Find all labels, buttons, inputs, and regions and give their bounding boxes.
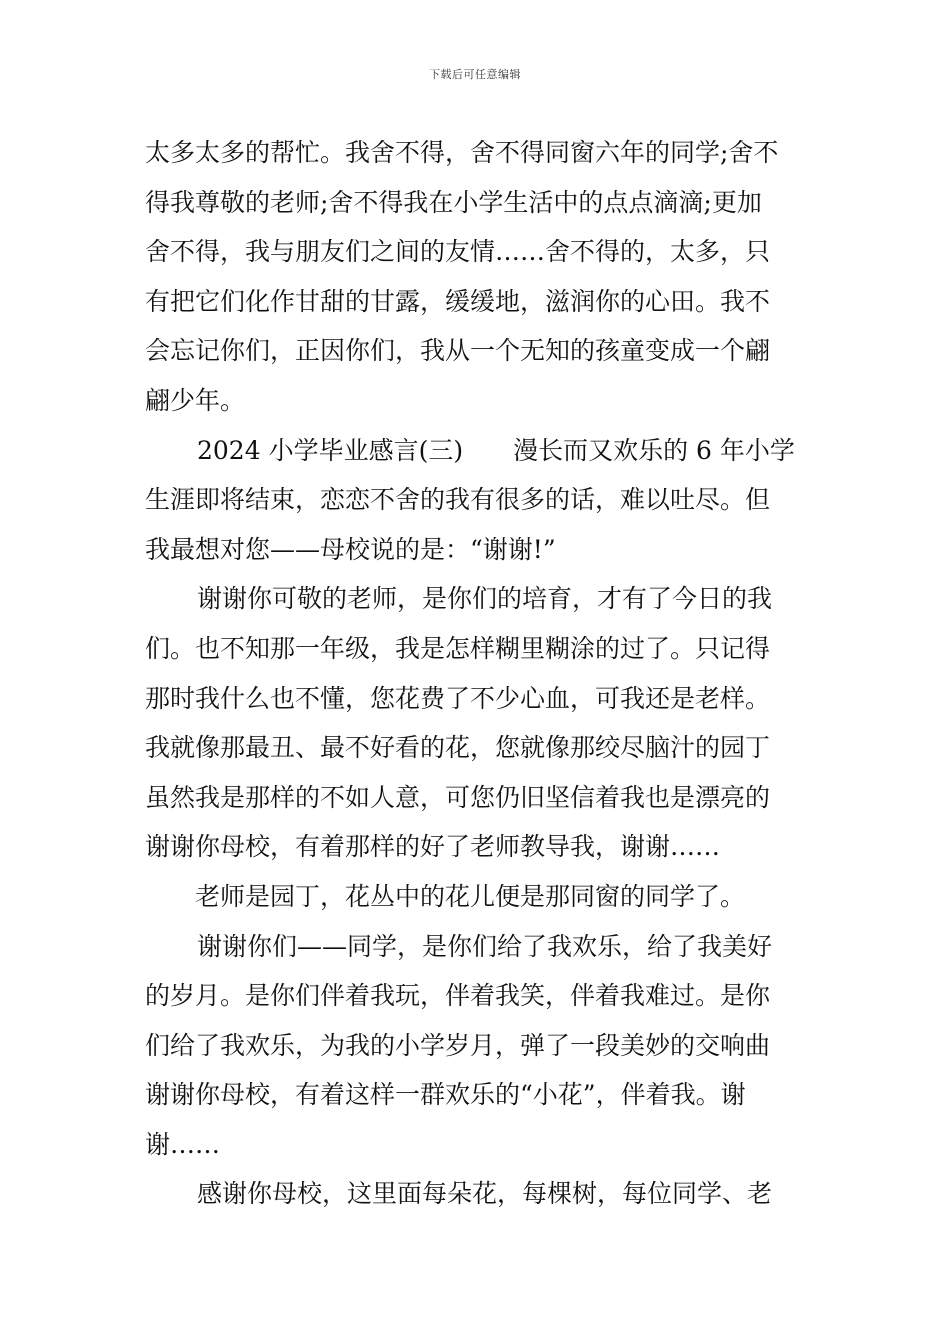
text-line: 翩少年。 <box>145 385 246 415</box>
body-text <box>145 128 807 1219</box>
text-line: 们给了我欢乐，为我的小学岁月，弹了一段美妙的交响曲 <box>145 1030 771 1060</box>
text-line: 虽然我是那样的不如人意，可您仍旧坚信着我也是漂亮的 <box>145 782 771 812</box>
text-line: 太多太多的帮忙。我舍不得，舍不得同窗六年的同学;舍不 <box>145 138 779 167</box>
text-line: 谢谢你母校，有着这样一群欢乐的“小花”，伴着我。谢 <box>145 1080 746 1110</box>
header-note: 下载后可任意编辑 <box>429 68 521 81</box>
paragraph-start-line: 谢谢你们——同学，是你们给了我欢乐，给了我美好 <box>197 931 773 961</box>
text-line: 谢…… <box>145 1129 221 1159</box>
paragraph-start-line: 老师是园丁，花丛中的花儿便是那同窗的同学了。 <box>195 881 746 911</box>
text-line: 生涯即将结束，恋恋不舍的我有很多的话，难以吐尽。但 <box>145 485 771 515</box>
text-line: 那时我什么也不懂，您花费了不少心血，可我还是老样。 <box>145 683 771 713</box>
text-line: 我最想对您——母校说的是：“谢谢!” <box>145 534 556 564</box>
section-heading-line: 2024 小学毕业感言(三) 漫长而又欢乐的 6 年小学 <box>197 435 795 465</box>
text-line: 们。也不知那一年级，我是怎样糊里糊涂的过了。只记得 <box>145 633 771 663</box>
text-line: 谢谢你母校，有着那样的好了老师教导我，谢谢…… <box>145 832 721 862</box>
text-line: 舍不得，我与朋友们之间的友情……舍不得的，太多，只 <box>145 237 771 267</box>
paragraph-start-line: 谢谢你可敬的老师，是你们的培育，才有了今日的我 <box>197 584 773 614</box>
text-line: 得我尊敬的老师;舍不得我在小学生活中的点点滴滴;更加 <box>145 187 762 217</box>
text-line: 会忘记你们，正因你们，我从一个无知的孩童变成一个翩 <box>145 336 771 366</box>
text-line: 有把它们化作甘甜的甘露，缓缓地，滋润你的心田。我不 <box>145 286 771 316</box>
text-line: 我就像那最丑、最不好看的花，您就像那绞尽脑汁的园丁 <box>145 733 771 763</box>
paragraph-start-line: 感谢你母校，这里面每朵花，每棵树，每位同学、老 <box>197 1179 773 1209</box>
text-line: 的岁月。是你们伴着我玩，伴着我笑，伴着我难过。是你 <box>145 981 771 1011</box>
